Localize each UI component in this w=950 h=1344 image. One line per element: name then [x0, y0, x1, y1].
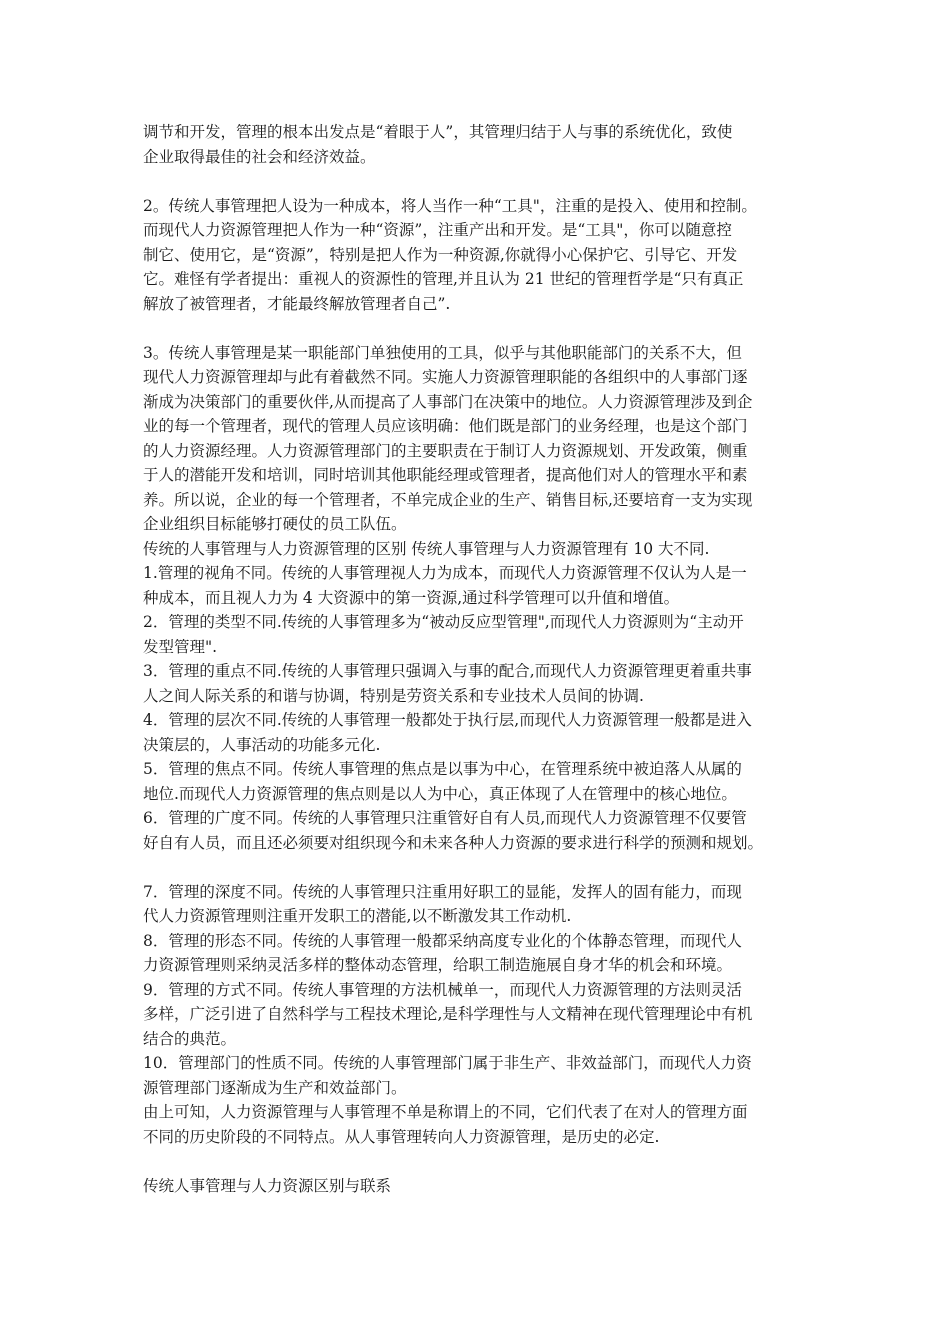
conclusion-line: 由上可知，人力资源管理与人事管理不单是称谓上的不同，它们代表了在对人的管理方面 [143, 1103, 748, 1121]
list-item-line: 人之间人际关系的和谐与协调，特别是劳资关系和专业技术人员间的协调. [143, 686, 644, 705]
list-item-line: 7．管理的深度不同。传统的人事管理只注重用好职工的显能，发挥人的固有能力，而现 [143, 882, 742, 901]
list-item-line: 1.管理的视角不同。传统的人事管理视人力为成本，而现代人力资源管理不仅认为人是一 [143, 564, 747, 582]
paragraph-intro [143, 120, 809, 169]
section-title-line: 传统人事管理与人力资源区别与联系 [143, 1176, 392, 1195]
text-line: 3。传统人事管理是某一职能部门单独使用的工具，似乎与其他职能部门的关系不大，但 [143, 343, 742, 362]
paragraph-gap [143, 1149, 809, 1174]
text-line: 现代人力资源管理却与此有着截然不同。实施人力资源管理职能的各组织中的人事部门逐 [143, 368, 748, 386]
list-item-line: 8．管理的形态不同。传统的人事管理一般都采纳高度专业化的个体静态管理，而现代人 [143, 931, 742, 950]
text-line: 渐成为决策部门的重要伙伴,从而提高了人事部门在决策中的地位。人力资源管理涉及到企 [143, 392, 753, 411]
text-line: 制它、使用它，是“资源”，特别是把人作为一种资源,你就得小心保护它、引导它、开发 [143, 245, 738, 264]
list-item-line: 结合的典范。 [143, 1029, 237, 1048]
paragraph-points-7-10 [143, 880, 809, 1150]
list-item-line: 4．管理的层次不同.传统的人事管理一般都处于执行层,而现代人力资源管理一般都是进入 [143, 711, 752, 729]
text-line: 企业取得最佳的社会和经济效益。 [143, 147, 376, 166]
list-item-line: 2．管理的类型不同.传统的人事管理多为“被动反应型管理",而现代人力资源则为“主动开 [143, 613, 744, 631]
text-line: 企业组织目标能够打硬仗的员工队伍。 [143, 515, 407, 533]
text-line: 解放了被管理者，才能最终解放管理者自己”. [143, 294, 451, 313]
list-item-line: 6．管理的广度不同。传统的人事管理只注重管好自有人员,而现代人力资源管理不仅要管 [143, 809, 747, 827]
list-item-line: 发型管理". [143, 637, 218, 656]
list-item-line: 种成本，而且视人力为 4 大资源中的第一资源,通过科学管理可以升值和增值。 [143, 588, 680, 607]
text-line: 于人的潜能开发和培训，同时培训其他职能经理或管理者，提高他们对人的管理水平和素 [143, 466, 748, 484]
list-item-line: 3．管理的重点不同.传统的人事管理只强调入与事的配合,而现代人力资源管理更着重共事 [143, 662, 752, 680]
conclusion-line: 不同的历史阶段的不同特点。从人事管理转向人力资源管理，是历史的必定. [143, 1127, 660, 1146]
list-item-line: 决策层的，人事活动的功能多元化. [143, 735, 381, 754]
list-item-line: 力资源管理则采纳灵活多样的整体动态管理，给职工制造施展自身才华的机会和环境。 [143, 956, 733, 974]
paragraph-closing-title [143, 1174, 809, 1199]
section-heading-line: 传统的人事管理与人力资源管理的区别 传统人事管理与人力资源管理有 10 大不同. [143, 539, 710, 558]
list-item-line: 源管理部门逐渐成为生产和效益部门。 [143, 1078, 407, 1097]
text-line: 调节和开发，管理的根本出发点是“着眼于人”，其管理归结于人与事的系统优化，致使 [143, 123, 733, 141]
list-item-line: 代人力资源管理则注重开发职工的潜能,以不断激发其工作动机. [143, 907, 572, 925]
paragraph-point-2 [143, 194, 809, 317]
text-line: 业的每一个管理者，现代的管理人员应该明确：他们既是部门的业务经理，也是这个部门 [143, 417, 748, 435]
list-item-line: 好自有人员，而且还必须要对组织现今和未来各种人力资源的要求进行科学的预测和规划。 [143, 833, 764, 852]
text-line: 2。传统人事管理把人设为一种成本，将人当作一种“工具"，注重的是投入、使用和控制。 [143, 196, 757, 215]
text-line: 它。难怪有学者提出：重视人的资源性的管理,并且认为 21 世纪的管理哲学是“只有真正 [143, 270, 744, 288]
list-item-line: 多样，广泛引进了自然科学与工程技术理论,是科学理性与人文精神在现代管理理论中有机 [143, 1005, 753, 1023]
list-item-line: 9．管理的方式不同。传统人事管理的方法机械单一，而现代人力资源管理的方法则灵活 [143, 980, 742, 999]
document-page [143, 120, 809, 1198]
text-line: 的人力资源经理。人力资源管理部门的主要职责在于制订人力资源规划、开发政策，侧重 [143, 441, 748, 460]
list-item-line: 10．管理部门的性质不同。传统的人事管理部门属于非生产、非效益部门，而现代人力资 [143, 1054, 752, 1072]
text-line: 养。所以说，企业的每一个管理者，不单完成企业的生产、销售目标,还要培育一支为实现 [143, 490, 753, 509]
paragraph-gap [143, 169, 809, 194]
text-line: 而现代人力资源管理把人作为一种“资源”，注重产出和开发。是“工具"，你可以随意控 [143, 221, 732, 239]
paragraph-point-3-and-list [143, 341, 809, 856]
list-item-line: 5．管理的焦点不同。传统人事管理的焦点是以事为中心，在管理系统中被迫落人从属的 [143, 760, 742, 778]
list-item-line: 地位.而现代人力资源管理的焦点则是以人为中心，真正体现了人在管理中的核心地位。 [143, 784, 737, 803]
paragraph-gap [143, 855, 809, 880]
paragraph-gap [143, 316, 809, 341]
